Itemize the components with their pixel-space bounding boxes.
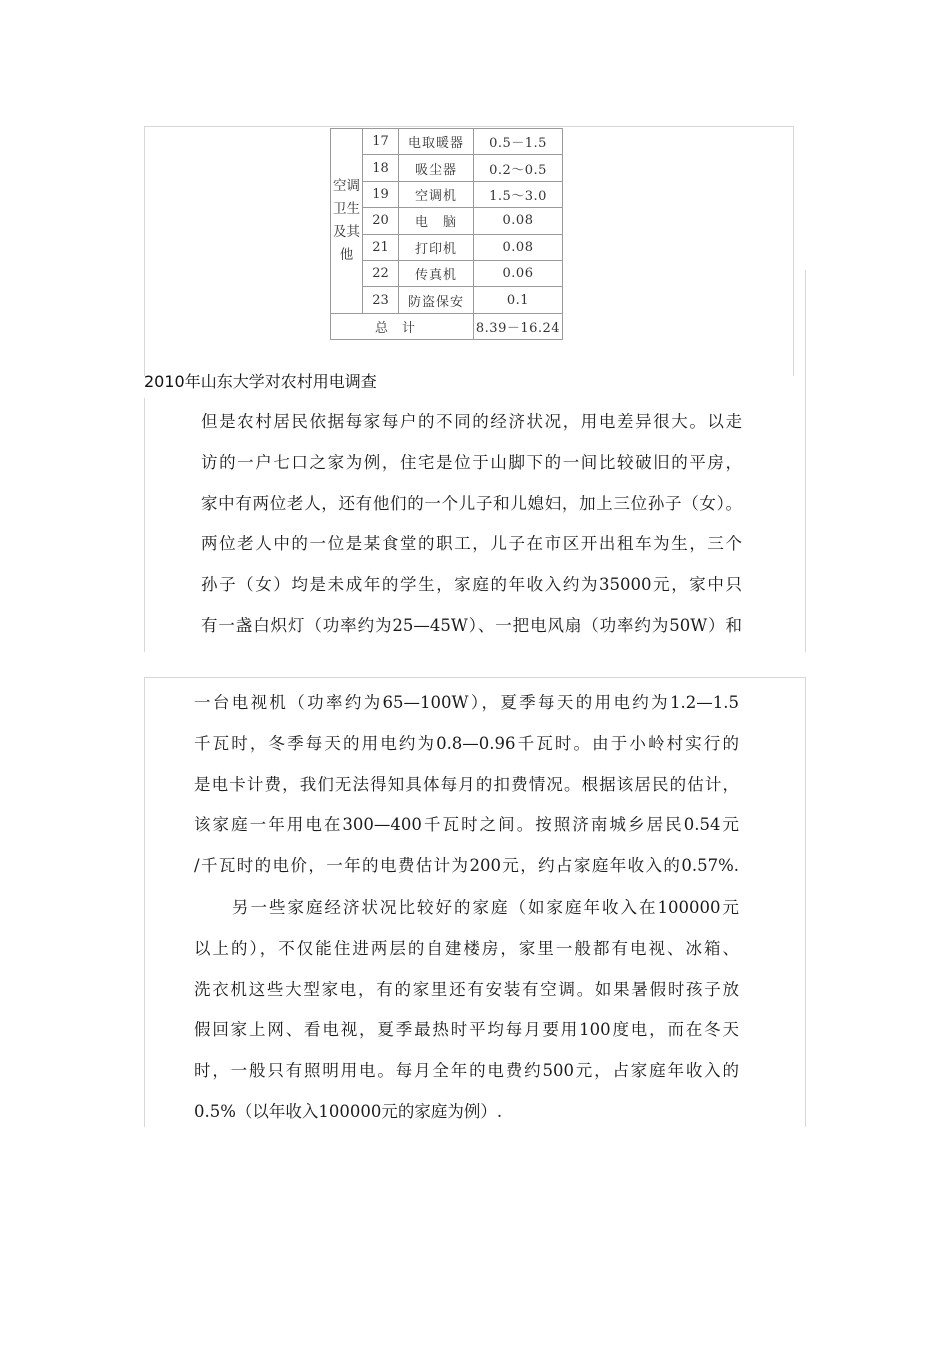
text-line: 另一些家庭经济状况比较好的家庭（如家庭年收入在100000元 bbox=[232, 898, 739, 917]
text-line: 0.5%（以年收入100000元的家庭为例）. bbox=[194, 1101, 503, 1121]
appliance-name: 电取暖器 bbox=[399, 129, 474, 155]
text-line: 以上的），不仅能住进两层的自建楼房，家里一般都有电视、冰箱、 bbox=[194, 938, 739, 958]
table-row bbox=[331, 260, 563, 286]
row-number: 19 bbox=[363, 181, 399, 207]
paragraph-wealthy-household bbox=[194, 888, 739, 1133]
scan-frame-line bbox=[805, 677, 806, 1127]
power-value: 0.08 bbox=[474, 208, 563, 234]
power-value: 0.2～0.5 bbox=[474, 155, 563, 181]
table-row bbox=[331, 181, 563, 207]
row-number: 23 bbox=[363, 287, 399, 313]
total-value: 8.39－16.24 bbox=[474, 313, 563, 339]
appliance-name: 吸尘器 bbox=[399, 155, 474, 181]
power-value: 1.5～3.0 bbox=[474, 181, 563, 207]
text-line: 两位老人中的一位是某食堂的职工，儿子在市区开出租车为生，三个 bbox=[201, 534, 742, 554]
appliance-name: 防盗保安 bbox=[399, 287, 474, 313]
scan-frame-line bbox=[793, 126, 794, 376]
row-number: 22 bbox=[363, 260, 399, 286]
row-number: 21 bbox=[363, 234, 399, 260]
total-label: 总计 bbox=[331, 313, 474, 339]
power-value: 0.08 bbox=[474, 234, 563, 260]
text-line: 但是农村居民依据每家每户的不同的经济状况，用电差异很大。以走 bbox=[201, 412, 742, 431]
text-line: 家中有两位老人，还有他们的一个儿子和儿媳妇，加上三位孙子（女）。 bbox=[201, 493, 742, 513]
paragraph-household-usage bbox=[194, 683, 739, 887]
text-line: 孙子（女）均是未成年的学生，家庭的年收入约为35000元，家中只 bbox=[201, 575, 742, 595]
text-line: 访的一户七口之家为例，住宅是位于山脚下的一间比较破旧的平房， bbox=[201, 452, 742, 472]
text-line: 有一盏白炽灯（功率约为25—45W）、一把电风扇（功率约为50W）和 bbox=[201, 615, 742, 635]
text-line: 假回家上网、看电视，夏季最热时平均每月要用100度电，而在冬天 bbox=[194, 1020, 739, 1040]
text-line: 该家庭一年用电在300—400千瓦时之间。按照济南城乡居民0.54元 bbox=[194, 815, 739, 835]
scan-frame-line bbox=[144, 677, 145, 1127]
scan-frame-line bbox=[805, 398, 806, 652]
appliance-name: 传真机 bbox=[399, 260, 474, 286]
scan-frame-line bbox=[144, 398, 145, 652]
table-row bbox=[331, 129, 563, 155]
scan-frame-line bbox=[144, 126, 794, 127]
paragraph-household-example bbox=[201, 402, 742, 647]
text-line: 洗衣机这些大型家电，有的家里还有安装有空调。如果暑假时孩子放 bbox=[194, 979, 739, 999]
power-value: 0.5－1.5 bbox=[474, 129, 563, 155]
survey-caption: 2010年山东大学对农村用电调查 bbox=[144, 372, 377, 391]
row-number: 17 bbox=[363, 129, 399, 155]
text-line: 时，一般只有照明用电。每月全年的电费约500元，占家庭年收入的 bbox=[194, 1061, 739, 1081]
appliance-name: 空调机 bbox=[399, 181, 474, 207]
table-row bbox=[331, 155, 563, 181]
row-number: 18 bbox=[363, 155, 399, 181]
appliance-name: 打印机 bbox=[399, 234, 474, 260]
category-cell: 空调 卫生 及其 他 bbox=[331, 129, 363, 314]
scan-frame-line bbox=[144, 126, 145, 376]
text-line: 千瓦时，冬季每天的用电约为0.8—0.96千瓦时。由于小岭村实行的 bbox=[194, 733, 739, 753]
appliance-name: 电 脑 bbox=[399, 208, 474, 234]
scan-frame-line bbox=[144, 677, 805, 678]
scan-frame-line bbox=[805, 270, 806, 400]
text-line: /千瓦时的电价，一年的电费估计为200元，约占家庭年收入的0.57%. bbox=[194, 856, 739, 876]
table-row bbox=[331, 208, 563, 234]
appliance-power-table bbox=[330, 128, 563, 340]
power-value: 0.1 bbox=[474, 287, 563, 313]
row-number: 20 bbox=[363, 208, 399, 234]
table-row bbox=[331, 234, 563, 260]
text-line: 是电卡计费，我们无法得知具体每月的扣费情况。根据该居民的估计， bbox=[194, 774, 739, 794]
power-value: 0.06 bbox=[474, 260, 563, 286]
table-row bbox=[331, 287, 563, 313]
table-total-row bbox=[331, 313, 563, 339]
text-line: 一台电视机（功率约为65—100W），夏季每天的用电约为1.2—1.5 bbox=[194, 693, 739, 712]
